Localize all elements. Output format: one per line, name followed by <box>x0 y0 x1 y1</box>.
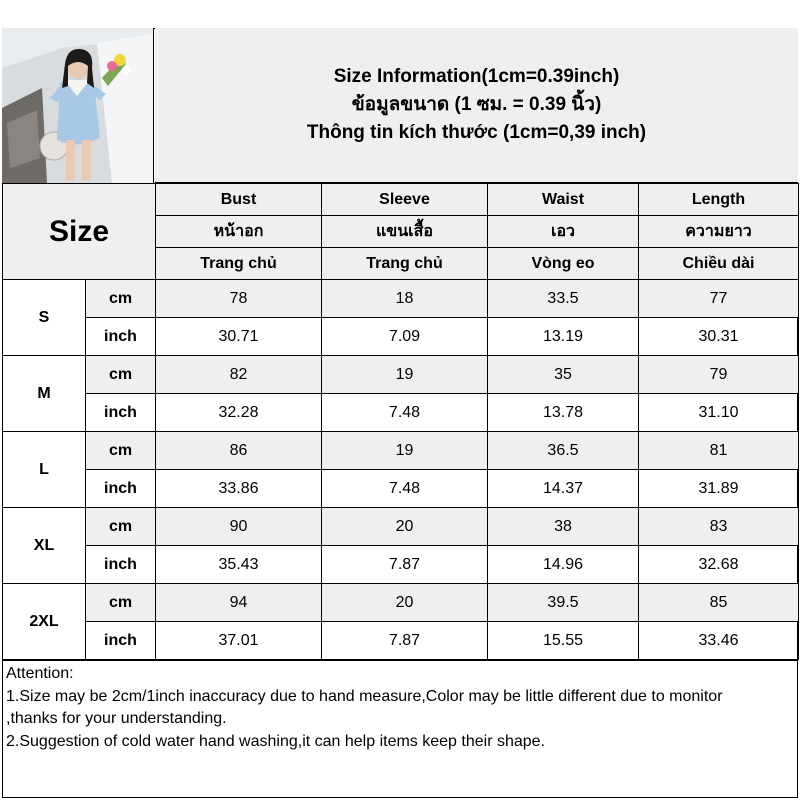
col-bust-vi: Trang chủ <box>156 248 322 280</box>
unit-cm: cm <box>86 280 156 318</box>
table-row <box>3 394 799 432</box>
sleeve-cm: 19 <box>322 356 488 394</box>
title-box <box>155 28 798 183</box>
bust-cm: 82 <box>156 356 322 394</box>
length-inch: 31.89 <box>639 470 799 508</box>
table-row <box>3 470 799 508</box>
waist-cm: 38 <box>488 508 639 546</box>
attention-line-2: ,thanks for your understanding. <box>6 710 227 727</box>
waist-inch: 15.55 <box>488 622 639 660</box>
col-length-vi: Chiều dài <box>639 248 799 280</box>
col-length-th: ความยาว <box>639 216 799 248</box>
col-sleeve-en: Sleeve <box>322 184 488 216</box>
sleeve-inch: 7.09 <box>322 318 488 356</box>
length-cm: 79 <box>639 356 799 394</box>
sleeve-cm: 20 <box>322 584 488 622</box>
unit-inch: inch <box>86 318 156 356</box>
attention-heading: Attention: <box>6 665 74 682</box>
length-cm: 81 <box>639 432 799 470</box>
sleeve-cm: 18 <box>322 280 488 318</box>
table-row <box>3 622 799 660</box>
size-label-2xl: 2XL <box>3 584 86 660</box>
sleeve-inch: 7.48 <box>322 470 488 508</box>
bust-inch: 33.86 <box>156 470 322 508</box>
waist-cm: 39.5 <box>488 584 639 622</box>
length-cm: 77 <box>639 280 799 318</box>
waist-cm: 36.5 <box>488 432 639 470</box>
waist-cm: 33.5 <box>488 280 639 318</box>
size-table <box>2 183 799 660</box>
unit-cm: cm <box>86 584 156 622</box>
unit-cm: cm <box>86 508 156 546</box>
bust-cm: 94 <box>156 584 322 622</box>
sleeve-inch: 7.48 <box>322 394 488 432</box>
table-row <box>3 280 799 318</box>
attention-line-3: 2.Suggestion of cold water hand washing,it can help items keep their shape. <box>6 732 545 750</box>
attention-line-1: 1.Size may be 2cm/1inch inaccuracy due to hand measure,Color may be little different due to monitor <box>6 687 723 705</box>
col-length-en: Length <box>639 184 799 216</box>
table-row <box>3 356 799 394</box>
length-inch: 33.46 <box>639 622 799 660</box>
bust-inch: 37.01 <box>156 622 322 660</box>
product-photo-image <box>2 28 154 183</box>
col-bust-en: Bust <box>156 184 322 216</box>
bust-inch: 30.71 <box>156 318 322 356</box>
bust-inch: 32.28 <box>156 394 322 432</box>
size-label-m: M <box>3 356 86 432</box>
unit-inch: inch <box>86 394 156 432</box>
length-inch: 32.68 <box>639 546 799 584</box>
product-photo <box>2 28 154 183</box>
table-row <box>3 546 799 584</box>
bust-inch: 35.43 <box>156 546 322 584</box>
length-inch: 31.10 <box>639 394 799 432</box>
col-waist-en: Waist <box>488 184 639 216</box>
bust-cm: 86 <box>156 432 322 470</box>
attention-notes <box>2 660 798 798</box>
bust-cm: 90 <box>156 508 322 546</box>
col-bust-th: หน้าอก <box>156 216 322 248</box>
col-waist-vi: Vòng eo <box>488 248 639 280</box>
length-cm: 83 <box>639 508 799 546</box>
bust-cm: 78 <box>156 280 322 318</box>
length-cm: 85 <box>639 584 799 622</box>
unit-cm: cm <box>86 432 156 470</box>
waist-inch: 13.78 <box>488 394 639 432</box>
waist-inch: 14.37 <box>488 470 639 508</box>
title-vietnamese: Thông tin kích thước (1cm=0,39 inch) <box>306 122 647 143</box>
sleeve-cm: 19 <box>322 432 488 470</box>
size-header: Size <box>3 184 156 280</box>
sleeve-cm: 20 <box>322 508 488 546</box>
col-sleeve-th: แขนเสื้อ <box>322 216 488 248</box>
length-inch: 30.31 <box>639 318 799 356</box>
size-label-xl: XL <box>3 508 86 584</box>
col-waist-th: เอว <box>488 216 639 248</box>
size-label-l: L <box>3 432 86 508</box>
unit-inch: inch <box>86 622 156 660</box>
unit-inch: inch <box>86 470 156 508</box>
table-row <box>3 318 799 356</box>
table-row <box>3 508 799 546</box>
title-thai: ข้อมูลขนาด (1 ซม. = 0.39 นิ้ว) <box>351 94 602 115</box>
waist-inch: 14.96 <box>488 546 639 584</box>
table-row <box>3 584 799 622</box>
sleeve-inch: 7.87 <box>322 622 488 660</box>
table-row <box>3 432 799 470</box>
waist-cm: 35 <box>488 356 639 394</box>
title-english: Size Information(1cm=0.39inch) <box>333 66 620 87</box>
waist-inch: 13.19 <box>488 318 639 356</box>
sleeve-inch: 7.87 <box>322 546 488 584</box>
unit-cm: cm <box>86 356 156 394</box>
unit-inch: inch <box>86 546 156 584</box>
size-label-s: S <box>3 280 86 356</box>
col-sleeve-vi: Trang chủ <box>322 248 488 280</box>
